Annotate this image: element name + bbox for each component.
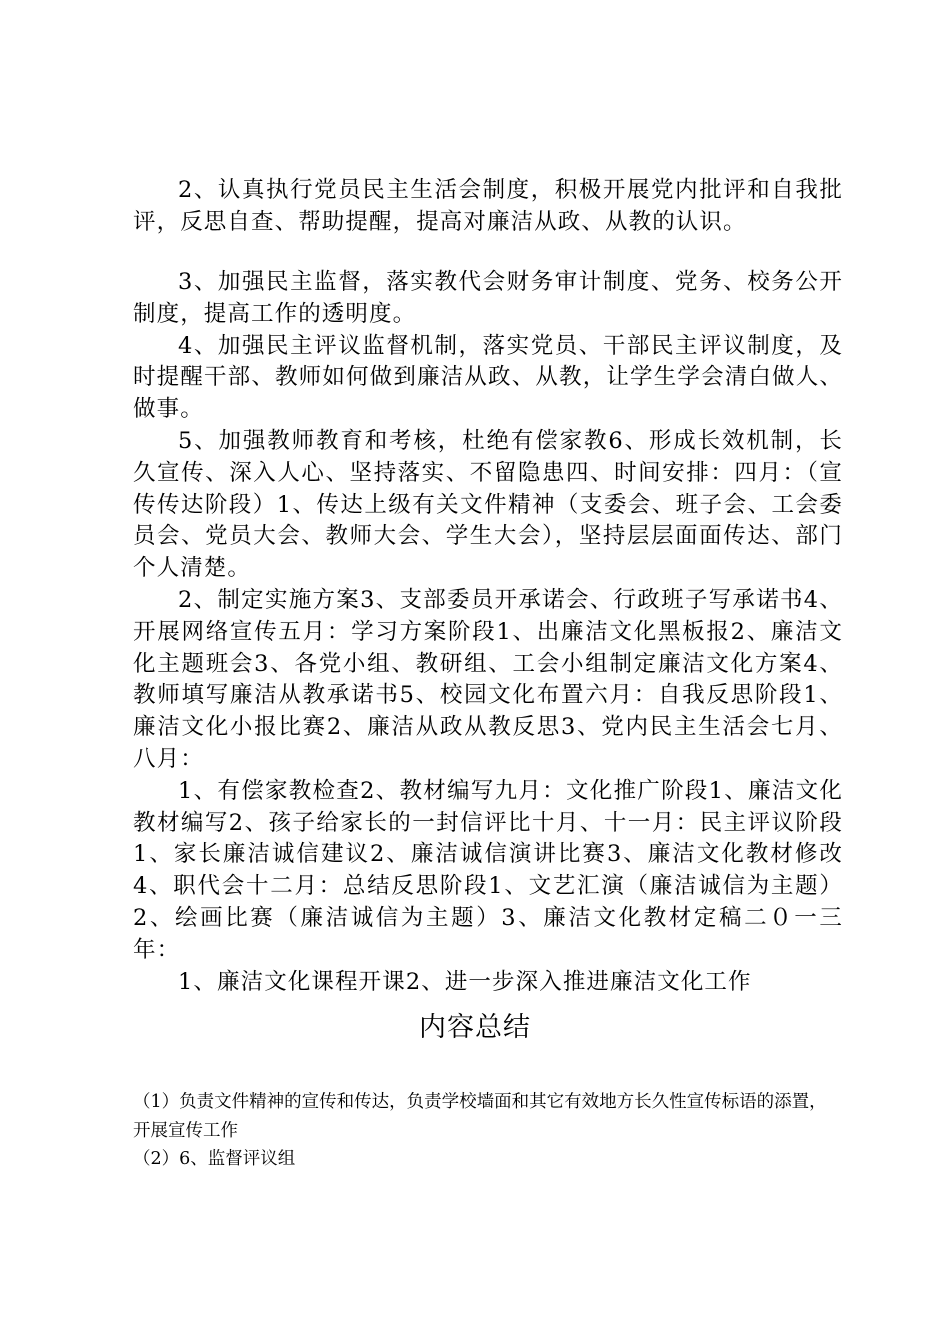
summary-section	[133, 1088, 833, 1174]
summary-item: （1）负责文件精神的宣传和传达，负责学校墙面和其它有效地方长久性宣传标语的添置，开展宣传工作	[133, 1092, 827, 1141]
body-text-section-2	[133, 267, 843, 998]
summary-heading: 内容总结	[419, 1012, 531, 1043]
paragraph: 1、有偿家教检查2、教材编写九月：文化推广阶段1、廉洁文化教材编写2、孩子给家长的一封信评比十月、十一月：民主评议阶段1、家长廉洁诚信建议2、廉洁诚信演讲比赛3、廉洁文化教材修改4、职代会十二月：总结反思阶段1、文艺汇演（廉洁诚信为主题）2、绘画比赛（廉洁诚信为主题）3、廉洁文化教材定稿二０一三年：	[133, 777, 843, 963]
paragraph: 4、加强民主评议监督机制，落实党员、干部民主评议制度，及时提醒干部、教师如何做到廉洁从政、从教，让学生学会清白做人、做事。	[133, 332, 843, 423]
paragraph: 2、制定实施方案3、支部委员开承诺会、行政班子写承诺书4、开展网络宣传五月：学习方案阶段1、出廉洁文化黑板报2、廉洁文化主题班会3、各党小组、教研组、工会小组制定廉洁文化方案4、教师填写廉洁从教承诺书5、校园文化布置六月：自我反思阶段1、廉洁文化小报比赛2、廉洁从政从教反思3、党内民主生活会七月、八月：	[133, 586, 843, 772]
paragraph: 2、认真执行党员民主生活会制度，积极开展党内批评和自我批评，反思自查、帮助提醒，提高对廉洁从政、从教的认识。	[133, 177, 843, 235]
paragraph: 1、廉洁文化课程开课2、进一步深入推进廉洁文化工作	[178, 968, 752, 995]
paragraph: 3、加强民主监督，落实教代会财务审计制度、党务、校务公开制度，提高工作的透明度。	[133, 269, 843, 327]
body-text-section-1	[133, 175, 843, 239]
paragraph: 5、加强教师教育和考核，杜绝有偿家教6、形成长效机制，长久宣传、深入人心、坚持落实、不留隐患四、时间安排：四月：（宣传传达阶段）1、传达上级有关文件精神（支委会、班子会、工会委员会、党员大会、教师大会、学生大会），坚持层层面面传达、部门个人清楚。	[133, 427, 843, 582]
summary-item: （2）6、监督评议组	[133, 1149, 296, 1169]
